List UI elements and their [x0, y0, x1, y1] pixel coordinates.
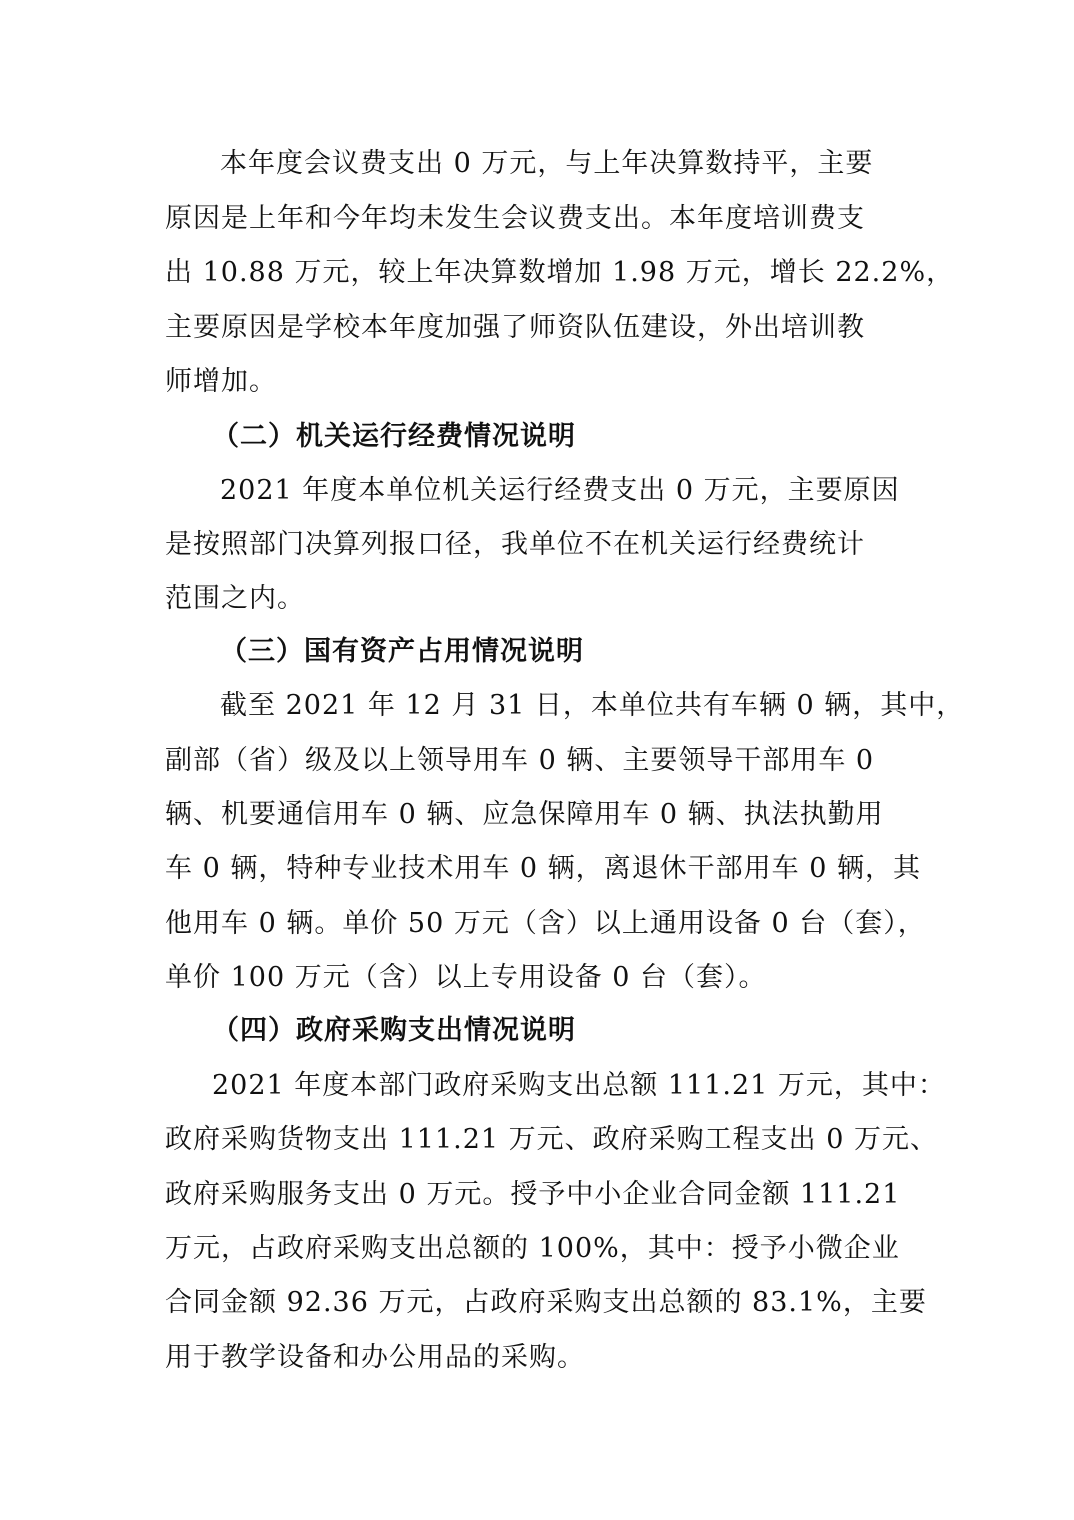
section-heading-government-procurement: （四）政府采购支出情况说明	[212, 1015, 576, 1046]
paragraph-operating-expenses-line-3: 范围之内。	[165, 583, 305, 614]
paragraph-meeting-training-line-5: 师增加。	[165, 366, 277, 397]
paragraph-procurement-line-2: 政府采购货物支出 111.21 万元、政府采购工程支出 0 万元、	[165, 1124, 938, 1155]
paragraph-procurement-line-4: 万元，占政府采购支出总额的 100%，其中：授予小微企业	[165, 1233, 900, 1264]
paragraph-state-assets-line-2: 副部（省）级及以上领导用车 0 辆、主要领导干部用车 0	[165, 745, 875, 776]
section-heading-operating-expenses: （二）机关运行经费情况说明	[212, 421, 576, 452]
paragraph-operating-expenses-line-2: 是按照部门决算列报口径，我单位不在机关运行经费统计	[165, 529, 865, 560]
paragraph-operating-expenses-line-1: 2021 年度本单位机关运行经费支出 0 万元，主要原因	[220, 475, 900, 506]
paragraph-meeting-training-line-1: 本年度会议费支出 0 万元，与上年决算数持平，主要	[220, 148, 874, 179]
paragraph-procurement-line-3: 政府采购服务支出 0 万元。授予中小企业合同金额 111.21	[165, 1179, 901, 1210]
paragraph-procurement-line-1: 2021 年度本部门政府采购支出总额 111.21 万元，其中：	[212, 1070, 946, 1101]
paragraph-meeting-training-line-2: 原因是上年和今年均未发生会议费支出。本年度培训费支	[165, 203, 865, 234]
section-heading-state-assets: （三）国有资产占用情况说明	[220, 636, 584, 667]
paragraph-state-assets-line-5: 他用车 0 辆。单价 50 万元（含）以上通用设备 0 台（套），	[165, 908, 926, 939]
paragraph-state-assets-line-1: 截至 2021 年 12 月 31 日，本单位共有车辆 0 辆，其中，	[220, 690, 965, 721]
paragraph-meeting-training-line-3: 出 10.88 万元，较上年决算数增加 1.98 万元，增长 22.2%，	[165, 257, 955, 288]
paragraph-procurement-line-5: 合同金额 92.36 万元，占政府采购支出总额的 83.1%，主要	[165, 1287, 927, 1318]
paragraph-state-assets-line-3: 辆、机要通信用车 0 辆、应急保障用车 0 辆、执法执勤用	[165, 799, 884, 830]
paragraph-state-assets-line-4: 车 0 辆，特种专业技术用车 0 辆，离退休干部用车 0 辆，其	[165, 853, 922, 884]
paragraph-procurement-line-6: 用于教学设备和办公用品的采购。	[165, 1342, 585, 1373]
paragraph-state-assets-line-6: 单价 100 万元（含）以上专用设备 0 台（套）。	[165, 962, 767, 993]
paragraph-meeting-training-line-4: 主要原因是学校本年度加强了师资队伍建设，外出培训教	[165, 312, 865, 343]
